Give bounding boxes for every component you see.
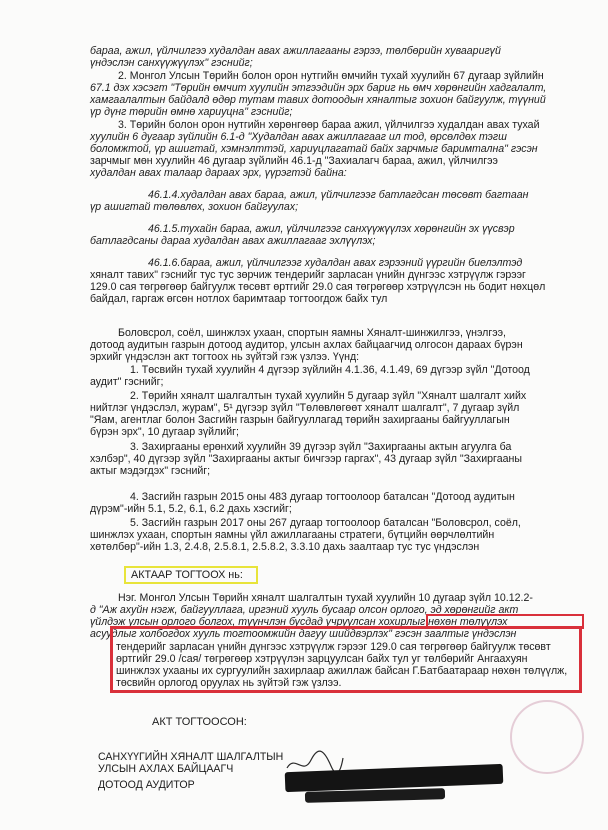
text-line: дүрэм"-ийн 5.1, 5.2, 6.1, 6.2 дахь хэсгийг; xyxy=(90,503,292,515)
text-line: үр ашигтай төлөвлөх, зохион байгуулах; xyxy=(90,201,299,213)
text-line: хэлбэр", 40 дүгээр зүйл "Захиргааны актыг бичгээр гаргах", 43 дугаар зүйл "Захиргааны xyxy=(90,453,522,465)
text-line: 3. Захиргааны ерөнхий хуулийн 39 дүгээр зүйл "Захиргааны актын агуулга ба xyxy=(130,441,512,453)
text-line: 1. Төсвийн тухай хуулийн 4 дүгээр зүйлийн 4.1.36, 4.1.49, 69 дүгээр зүйл "Дотоод xyxy=(130,364,530,376)
signature-title: АКТ ТОГТООСОН: xyxy=(152,716,247,728)
stamp-mark xyxy=(510,700,584,774)
signature-line: САНХҮҮГИЙН ХЯНАЛТ ШАЛГАЛТЫН xyxy=(98,751,284,763)
text-line: актыг мэдэгдэх" гэснийг; xyxy=(90,465,211,477)
signature-line: ДОТООД АУДИТОР xyxy=(98,779,195,791)
text-line: хуулийн 6 дугаар зүйлийн 6.1-д "Худалдан авах ажиллагааг ил тод, өрсөлдөх тэгш xyxy=(90,131,507,143)
text-line: Боловсрол, соёл, шинжлэх ухаан, спортын яамны Хяналт-шинжилгээ, үнэлгээ, xyxy=(118,327,506,339)
text-line: 3. Төрийн болон орон нутгийн хөрөнгөөр бараа ажил, үйлчилгээ худалдан авах тухай xyxy=(118,119,540,131)
text-line: нийтлэг үндэслэл, журам", 5¹ дүгээр зүйл "Төлөвлөгөөт хяналт шалгалт", 7 дугаар зүйл xyxy=(90,402,520,414)
text-line: өртгийг 29.0 /сая/ төгрөгөөр хэтрүүлэн зарцуулсан байх тул уг төлбөрийг Ангаахуян xyxy=(116,653,528,665)
text-line: 2. Төрийн хяналт шалгалтын тухай хуулийн 5 дугаар зүйл "Хяналт шалгалт хийх xyxy=(130,390,527,402)
text-line: боломжтой, үр ашигтай, хэмнэлттэй, хариуцлагатай байх зарчмыг баримтална" гэсэн xyxy=(90,143,538,155)
text-line: батлагдсаны дараа худалдан авах ажиллагааг эхлүүлэх; xyxy=(90,235,376,247)
text-line: Нэг. Монгол Улсын Төрийн хяналт шалгалтын тухай хуулийн 10 дугаар зүйл 10.12.2- xyxy=(118,592,533,604)
text-line: асуудлыг холбогдох хууль тогтоомжийн дагуу шийдвэрлэх" гэсэн заалтыг үндэслэн xyxy=(90,628,517,640)
text-line: хөтөлбөр"-ийн 1.3, 2.4.8, 2.5.8.1, 2.5.8.2, 3.3.10 дахь заалтаар тус тус үндэслэн xyxy=(90,541,480,553)
text-line: 46.1.5.тухайн бараа, ажил, үйлчилгээг санхүүжүүлэх хөрөнгийн эх үүсвэр xyxy=(148,223,515,235)
text-line: бараа, ажил, үйлчилгээ худалдан авах ажиллагааны гэрээ, төлбөрийн хувааригүй xyxy=(90,45,501,57)
redaction-bar xyxy=(305,788,445,803)
text-line: 2. Монгол Улсын Төрийн болон орон нутгийн өмчийн тухай хуулийн 67 дугаар зүйлийн xyxy=(118,70,544,82)
text-line: худалдан авах талаар дараах эрх, үүрэгтэй байна: xyxy=(90,167,347,179)
text-line: д "Аж ахуйн нэгж, байгууллага, иргэний хууль бусаар олсон орлого, эд хөрөнгийг акт xyxy=(90,604,519,616)
section-heading: АКТААР ТОГТООХ нь: xyxy=(131,569,243,581)
text-line: хяналт тавих" гэснийг тус тус зөрчиж тендерийг зарласан үнийн дүнгээс хэтрүүлж гэрээг xyxy=(90,269,526,281)
text-line: 46.1.6.бараа, ажил, үйлчилгээг худалдан авах гэрээний үүргийн биелэлтэд xyxy=(148,257,523,269)
text-line: дотоод аудитын газрын дотоод аудитор, улсын ахлах байцаагчид олгосон дараах бүрэн xyxy=(90,339,523,351)
text-line: үйлдэж улсын орлого болгох, түүнчлэн бусдад учруулсан хохирлыг нөхөн төлүүлэх xyxy=(90,616,508,628)
text-line: 46.1.4.худалдан авах бараа, ажил, үйлчилгээг батлагдсан төсөвт багтаан xyxy=(148,189,529,201)
text-line: 5. Засгийн газрын 2017 оны 267 дугаар тогтоолоор баталсан "Боловсрол, соёл, xyxy=(130,517,521,529)
text-line: үндэслэн санхүүжүүлэх" гэснийг; xyxy=(90,57,253,69)
text-line: байдал, гаргаж өгсөн нотлох баримтаар тогтоогдож байх тул xyxy=(90,293,388,305)
text-line: хамгаалалтын байдалд өдөр тутам тавих дотоодын хяналтыг зохион байгуулж, түүний xyxy=(90,94,546,106)
text-line: 4. Засгийн газрын 2015 оны 483 дугаар тогтоолоор баталсан "Дотоод аудитын xyxy=(130,491,515,503)
signature-line: УЛСЫН АХЛАХ БАЙЦААГЧ xyxy=(98,763,234,775)
text-line: 129.0 сая төгрөгөөр байгуулж төсөвт өртгийг 29.0 сая төгрөгөөр хэтрүүлсэн нь бодит нөхцөл xyxy=(90,281,546,293)
text-line: шинжлэх ухааны их сургуулийн захирлаар ажиллаж байсан Г.Батбаатараар нөхөн төлүүлж, xyxy=(116,665,568,677)
text-line: бүрэн эрх", 10 дугаар зүйлийг; xyxy=(90,426,239,438)
text-line: тендерийг зарласан үнийн дүнгээс хэтрүүлж гэрээг 129.0 сая төгрөгөөр байгуулж төсөвт xyxy=(116,641,551,653)
text-line: "Яам, агентлаг болон Засгийн газрын байгууллагад төрийн захиргааны байгууллагын xyxy=(90,414,510,426)
text-line: төсвийн орлогод оруулах нь зүйтэй гэж үзлээ. xyxy=(116,677,342,689)
text-line: аудит" гэснийг; xyxy=(90,376,164,388)
text-line: 67.1 дэх хэсэгт "Төрийн өмчит хуулийн этгээдийн эрх бариг нь өмч хөрөнгийн хадгалалт, xyxy=(90,82,547,94)
text-line: шинжлэх ухаан, спортын яамны үйл ажиллагааны стратеги, бүтцийн өөрчлөлтийн xyxy=(90,529,495,541)
text-line: эрхийг үндэслэн акт тогтоох нь зүйтэй гэж үзлээ. Үүнд: xyxy=(90,351,360,363)
highlight-box xyxy=(110,626,582,693)
text-line: зарчмыг мөн хуулийн 46 дугаар зүйлийн 46.1-д "Захиалагч бараа, ажил, үйлчилгээ xyxy=(90,155,498,167)
text-line: үр дүнг төрийн өмнө хариуцна" гэснийг; xyxy=(90,106,293,118)
